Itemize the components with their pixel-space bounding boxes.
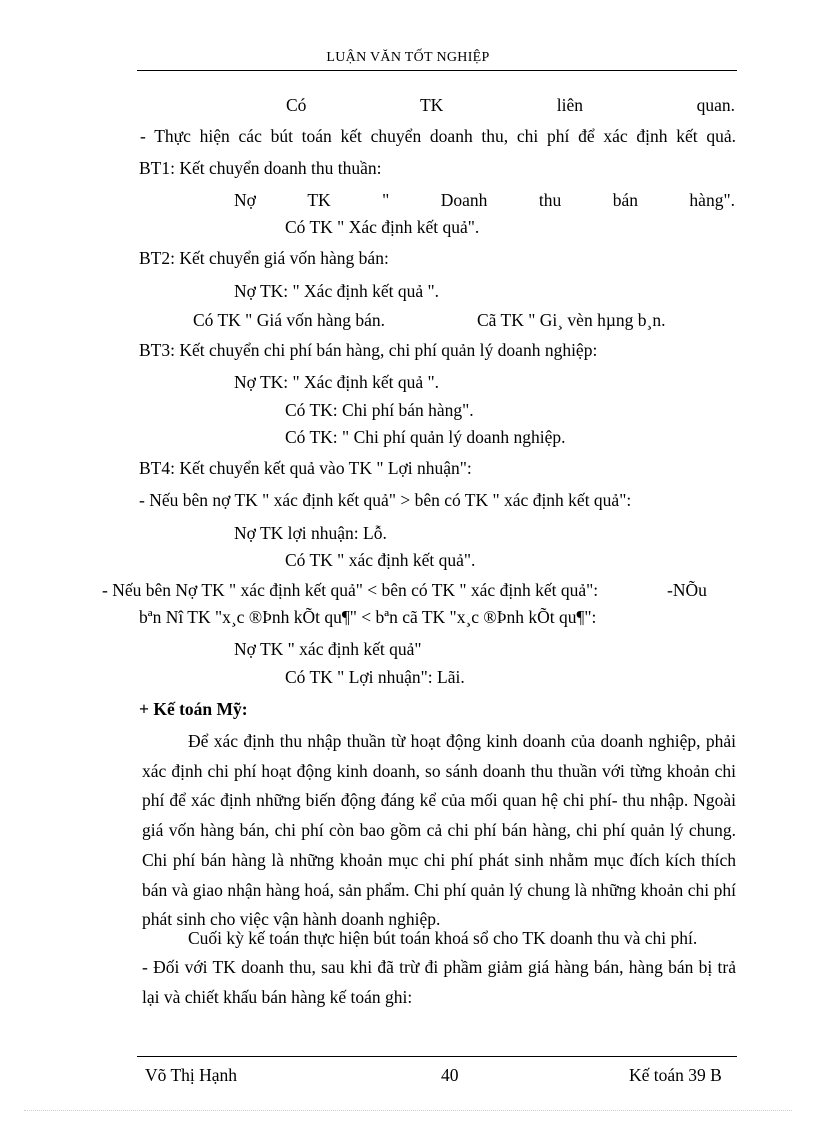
- bt1-heading: BT1: Kết chuyển doanh thu thuần:: [139, 158, 382, 178]
- paragraph-cuoi-ky: Cuối kỳ kế toán thực hiện bút toán khoá sổ cho TK doanh thu và chi phí.: [188, 928, 698, 948]
- line-co-tk-lien-quan: [286, 94, 735, 116]
- line-co-tk-loi-nhuan-lai: Có TK " Lợi nhuận": Lãi.: [285, 667, 465, 687]
- word: bán: [612, 190, 638, 210]
- section-heading-ke-toan-my: + Kế toán Mỹ:: [139, 699, 248, 719]
- line-no-tk-xac-dinh: Nợ TK: " Xác định kết quả ".: [234, 281, 439, 301]
- word: Nợ: [234, 190, 256, 210]
- bt2-heading: BT2: Kết chuyển giá vốn hàng bán:: [139, 248, 389, 268]
- line-co-tk-gia-von: Có TK " Giá vốn hàng bán.: [193, 310, 386, 330]
- footer-class: Kế toán 39 B: [629, 1065, 722, 1085]
- line-garbled-ben-no: bªn Nî TK "x¸c ®Þnh kÕt qu¶" < bªn cã TK "x¸c ®Þnh kÕt qu¶":: [139, 607, 597, 627]
- page-bottom-border: [24, 1110, 792, 1111]
- word: TK: [419, 95, 444, 115]
- line-garbled-neu: -NÕu: [667, 580, 707, 600]
- footer-page-number: 40: [441, 1065, 459, 1085]
- paragraph-thu-nhap-thuan: [142, 727, 736, 935]
- footer-rule: [137, 1056, 737, 1057]
- word: Có: [286, 95, 307, 115]
- bt3-heading: BT3: Kết chuyển chi phí bán hàng, chi phí quản lý doanh nghiệp:: [139, 340, 598, 360]
- word: liên: [556, 95, 584, 115]
- line-neu-ben-no-nho: - Nếu bên Nợ TK " xác định kết quả" < bên có TK " xác định kết quả":: [102, 580, 599, 600]
- word: Doanh: [440, 190, 488, 210]
- footer-author: Võ Thị Hạnh: [145, 1065, 238, 1085]
- bt4-heading: BT4: Kết chuyển kết quả vào TK " Lợi nhuận":: [139, 458, 472, 478]
- line-no-tk-xac-dinh-3: Nợ TK " xác định kết quả": [234, 639, 422, 659]
- line-no-tk-xac-dinh-2: Nợ TK: " Xác định kết quả ".: [234, 372, 439, 392]
- line-co-tk-xac-dinh: Có TK " Xác định kết quả".: [285, 217, 480, 237]
- paragraph-doi-voi-doanh-thu: - Đối với TK doanh thu, sau khi đã trừ đi phầm giảm giá hàng bán, hàng bán bị trả lại và chiết khấu bán hàng kế toán ghi:: [142, 957, 736, 1007]
- word: TK: [307, 190, 331, 210]
- word: hàng".: [689, 190, 735, 210]
- line-co-tk-quan-ly: Có TK: " Chi phí quản lý doanh nghiệp.: [285, 427, 566, 447]
- line-neu-ben-no-lon: - Nếu bên nợ TK " xác định kết quả" > bên có TK " xác định kết quả":: [139, 490, 632, 510]
- line-co-tk-ban-hang: Có TK: Chi phí bán hàng".: [285, 400, 474, 420]
- line-thuc-hien: - Thực hiện các bút toán kết chuyển doanh thu, chi phí để xác định kết quả.: [140, 126, 736, 146]
- line-garbled-gia-von: Cã TK " Gi¸ vèn hµng b¸n.: [477, 310, 666, 330]
- word: ": [382, 190, 390, 210]
- word: thu: [538, 190, 562, 210]
- line-co-tk-xac-dinh-2: Có TK " xác định kết quả".: [285, 550, 476, 570]
- header-rule: [137, 70, 737, 71]
- line-no-tk-loi-nhuan-lo: Nợ TK lợi nhuận: Lỗ.: [234, 523, 387, 543]
- line-no-tk-doanh-thu: [234, 189, 735, 211]
- paragraph-text: Để xác định thu nhập thuần từ hoạt động kinh doanh của doanh nghiệp, phải xác định chi phí hoạt động kinh doanh, so sánh doanh thu thuần với từng khoản chi phí để xác định những biến động đáng kể của mối quan hệ chi phí- thu nhập. Ngoài giá vốn hàng bán, chi phí còn bao gồm cả chi phí bán hàng, chi phí quản lý chung. Chi phí bán hàng là những khoản mục chi phí phát sinh nhằm mục đích kích thích bán và giao nhận hàng hoá, sản phẩm. Chi phí quản lý chung là những khoản chi phí phát sinh cho việc vận hành doanh nghiệp.: [142, 731, 736, 930]
- word: quan.: [696, 95, 735, 115]
- page-header-title: LUẬN VĂN TỐT NGHIỆP: [326, 50, 490, 65]
